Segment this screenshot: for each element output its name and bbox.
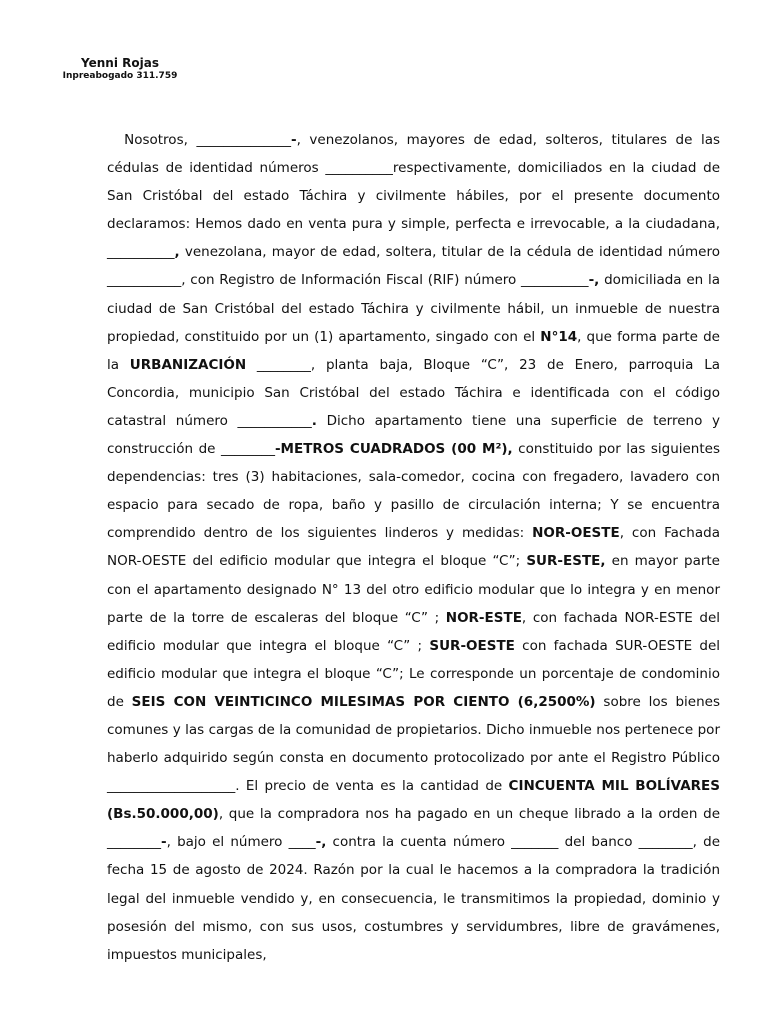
bold-text-segment: . bbox=[311, 412, 317, 429]
text-segment: en mayor parte con el apartamento designado N° 13 del otro edificio modular que lo integra y en menor parte de la torre de escaleras del bloque “C” ; bbox=[107, 553, 720, 626]
bold-text-segment: -, bbox=[588, 272, 600, 289]
text-segment: domiciliada en la ciudad de San Cristóbal del estado Táchira y civilmente hábil, un inmueble de nuestra propiedad, constituido por un (1) apartamento, singado con el bbox=[107, 272, 720, 345]
document-header bbox=[0, 56, 240, 82]
text-segment: Nosotros, ______________ bbox=[107, 132, 291, 148]
text-segment: , que la compradora nos ha pagado en un cheque librado a la orden de ________ bbox=[107, 806, 720, 851]
bold-text-segment: SEIS CON VEINTICINCO MILESIMAS POR CIENTO (6,2500%) bbox=[131, 693, 596, 710]
text-segment: sobre los bienes comunes y las cargas de la comunidad de propietarios. Dicho inmueble nos pertenece por haberlo adquirido según consta en documento protocolizado por ante el Registro Público ___________________. El precio de venta es la cantidad de bbox=[107, 693, 720, 795]
text-segment: con fachada SUR-OESTE del edificio modular que integra el bloque “C”; Le corresponde un porcentaje de condominio de bbox=[107, 637, 720, 710]
bold-text-segment: SUR-ESTE, bbox=[526, 553, 606, 570]
bold-text-segment: SUR-OESTE bbox=[429, 637, 515, 654]
bold-text-segment: N°14 bbox=[540, 328, 578, 345]
text-segment: constituido por las siguientes dependencias: tres (3) habitaciones, sala-comedor, cocina con fregadero, lavadero con espacio para secado de ropa, baño y pasillo de circulación interna; Y se encuentra comprendido dentro de los siguientes linderos y medidas: bbox=[107, 441, 720, 542]
author-name: Yenni Rojas bbox=[81, 56, 159, 70]
text-segment: venezolana, mayor de edad, soltera, titular de la cédula de identidad número ___________, con Registro de Información Fiscal (RIF) número __________ bbox=[107, 244, 720, 289]
inpreabogado-number: Inpreabogado 311.759 bbox=[62, 71, 178, 81]
text-segment: , con Fachada NOR-OESTE del edificio modular que integra el bloque “C”; bbox=[107, 525, 720, 570]
text-segment: , bajo el número ____ bbox=[166, 834, 316, 851]
bold-text-segment: NOR-ESTE bbox=[445, 609, 522, 626]
bold-text-segment: , bbox=[174, 244, 180, 261]
document-body bbox=[107, 126, 720, 969]
bold-text-segment: - bbox=[161, 834, 167, 851]
bold-text-segment: URBANIZACIÓN bbox=[129, 356, 247, 373]
text-segment: ________, planta baja, Bloque “C”, 23 de Enero, parroquia La Concordia, municipio San Cristóbal del estado Táchira e identificada con el código catastral número ___________ bbox=[107, 356, 720, 429]
bold-text-segment: -METROS CUADRADOS (00 M²), bbox=[274, 441, 513, 458]
bold-text-segment: NOR-OESTE bbox=[532, 525, 620, 542]
text-segment: , que forma parte de la bbox=[107, 328, 720, 373]
bold-text-segment: -, bbox=[315, 834, 327, 851]
text-segment: Dicho apartamento tiene una superficie de terreno y construcción de ________ bbox=[107, 412, 720, 458]
bold-text-segment: CINCUENTA MIL BOLÍVARES (Bs.50.000,00) bbox=[107, 778, 720, 823]
bold-text-segment: - bbox=[290, 132, 297, 148]
text-segment: , venezolanos, mayores de edad, solteros, titulares de las cédulas de identidad números __________respectivamente, domiciliados en la ciudad de San Cristóbal del estado Táchira y civilmente hábiles, por el presente documento declaramos: Hemos dado en venta pura y simple, perfecta e irrevocable, a la ciudadana, __________ bbox=[107, 132, 721, 261]
text-segment: , con fachada NOR-ESTE del edificio modular que integra el bloque “C” ; bbox=[107, 609, 720, 654]
text-segment: contra la cuenta número _______ del banco ________, de fecha 15 de agosto de 2024. Razón por la cual le hacemos a la compradora la tradición legal del inmueble vendido y, en consecuencia, le transmitimos la propiedad, dominio y posesión del mismo, con sus usos, costumbres y servidumbres, libre de gravámenes, impuestos municipales, bbox=[107, 834, 720, 963]
